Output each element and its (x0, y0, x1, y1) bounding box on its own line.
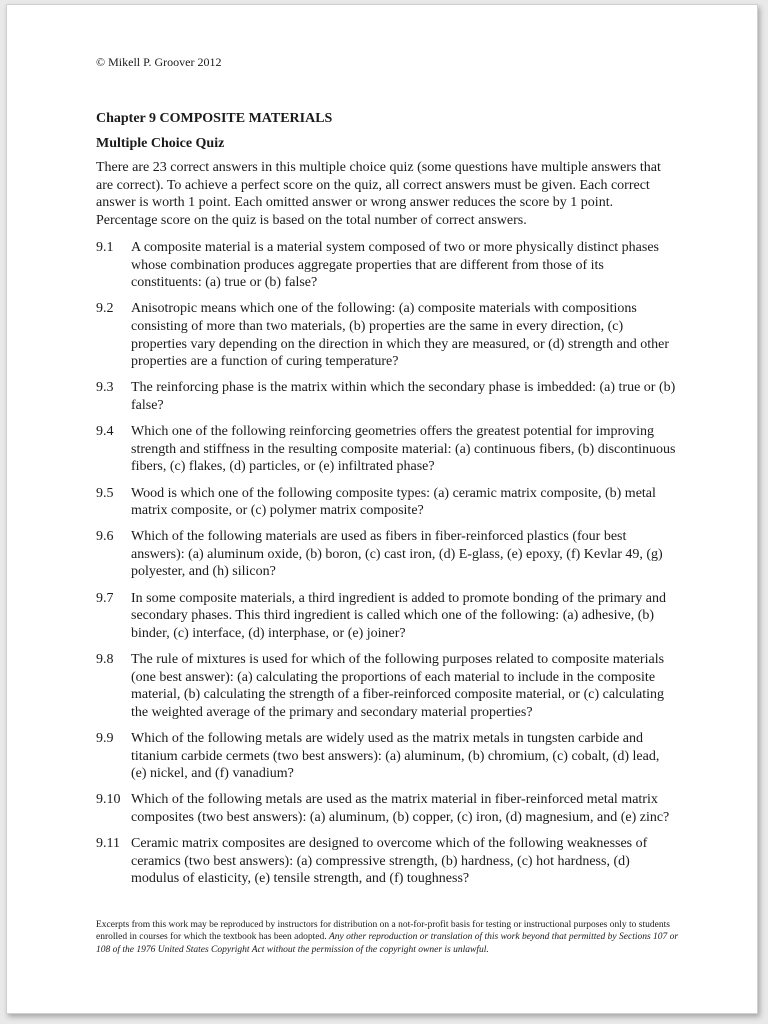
question-text: Which of the following materials are used as fibers in fiber-reinforced plastics (four best answers): (a) aluminum oxide, (b) boron, (c) cast iron, (d) E-glass, (e) epoxy, (f) Kevlar 49, (g) polyester, and (h) silicon? (131, 529, 663, 580)
question-item (96, 835, 678, 888)
question-item (96, 239, 678, 292)
question-item (96, 528, 678, 581)
question-item (96, 590, 678, 643)
question-number: 9.10 (96, 792, 121, 808)
chapter-title: Chapter 9 COMPOSITE MATERIALS (96, 111, 333, 126)
question-number: 9.3 (96, 380, 114, 396)
question-number: 9.4 (96, 424, 114, 440)
question-item (96, 485, 678, 520)
question-number: 9.9 (96, 731, 114, 746)
question-item (96, 379, 678, 414)
question-item (96, 300, 678, 370)
question-list (96, 239, 678, 897)
question-text: Which of the following metals are used as the matrix material in fiber-reinforced metal matrix composites (two best answers): (a) aluminum, (b) copper, (c) iron, (d) magnesium, and (e) zinc? (131, 792, 670, 825)
question-item (96, 791, 678, 826)
question-text: A composite material is a material system composed of two or more physically distinct phases whose combination produces aggregate properties that are different from those of its constituents: (a) true or (b) false? (131, 240, 659, 291)
question-number: 9.11 (96, 836, 120, 852)
quiz-title: Multiple Choice Quiz (96, 136, 225, 151)
copyright-notice: © Mikell P. Groover 2012 (96, 55, 222, 69)
question-number: 9.5 (96, 485, 114, 501)
question-number: 9.1 (96, 240, 114, 255)
question-text: Which of the following metals are widely used as the matrix metals in tungsten carbide and titanium carbide cermets (two best answers): (a) aluminum, (b) chromium, (c) cobalt, (d) lead, (e) nickel, and (f) vanadium? (131, 731, 660, 782)
question-text: Ceramic matrix composites are designed to overcome which of the following weaknesses of ceramics (two best answers): (a) compressive strength, (b) hardness, (c) hot hardness, (d) modulus of elasticity, (e) tensile strength, and (f) toughness? (131, 836, 648, 887)
question-number: 9.2 (96, 301, 114, 317)
question-item (96, 651, 678, 721)
copyright-footer (96, 919, 680, 956)
question-item (96, 730, 678, 783)
question-text: Which one of the following reinforcing geometries offers the greatest potential for improving strength and stiffness in the resulting composite material: (a) continuous fibers, (b) discontinuous fibers, (c) flakes, (d) particles, or (e) infiltrated phase? (131, 424, 676, 475)
question-text: The rule of mixtures is used for which of the following purposes related to composite materials (one best answer): (a) calculating the proportions of each material to include in the composite material, (b) calculating the strength of a fiber-reinforced composite material, or (c) calculating the weighted average of the primary and secondary material properties? (131, 652, 665, 720)
quiz-instructions: There are 23 correct answers in this multiple choice quiz (some questions have multiple answers that are correct). To achieve a perfect score on the quiz, all correct answers must be given. Each correct answer is worth 1 point. Each omitted answer or wrong answer reduces the score by 1 point. Percentage score on the quiz is based on the total number of correct answers. (96, 160, 661, 228)
question-number: 9.6 (96, 529, 114, 545)
footer-plain-text: Excerpts from this work may be reproduced by instructors for distribution on a not-for-profit basis for testing or instructional purposes only to students enrolled in courses for which the textbook has been adopted. (96, 920, 670, 943)
question-text: Wood is which one of the following composite types: (a) ceramic matrix composite, (b) metal matrix composite, or (c) polymer matrix composite? (131, 485, 656, 519)
document-page (6, 4, 758, 1014)
question-number: 9.7 (96, 590, 114, 606)
question-item (96, 423, 678, 476)
footer-italic-text: Any other reproduction or translation of this work beyond that permitted by Sections 107 or 108 of the 1976 United States Copyright Act without the permission of the copyright owner is unlawful. (96, 932, 679, 955)
question-text: Anisotropic means which one of the following: (a) composite materials with compositions consisting of more than two materials, (b) properties are the same in every direction, (c) properties vary depending on the direction in which they are measured, or (d) strength and other properties are a function of curing temperature? (131, 301, 670, 370)
question-text: The reinforcing phase is the matrix within which the secondary phase is imbedded: (a) true or (b) false? (131, 380, 676, 413)
question-number: 9.8 (96, 652, 114, 668)
question-text: In some composite materials, a third ingredient is added to promote bonding of the primary and secondary phases. This third ingredient is called which one of the following: (a) adhesive, (b) binder, (c) interface, (d) interphase, or (e) joiner? (131, 590, 666, 641)
